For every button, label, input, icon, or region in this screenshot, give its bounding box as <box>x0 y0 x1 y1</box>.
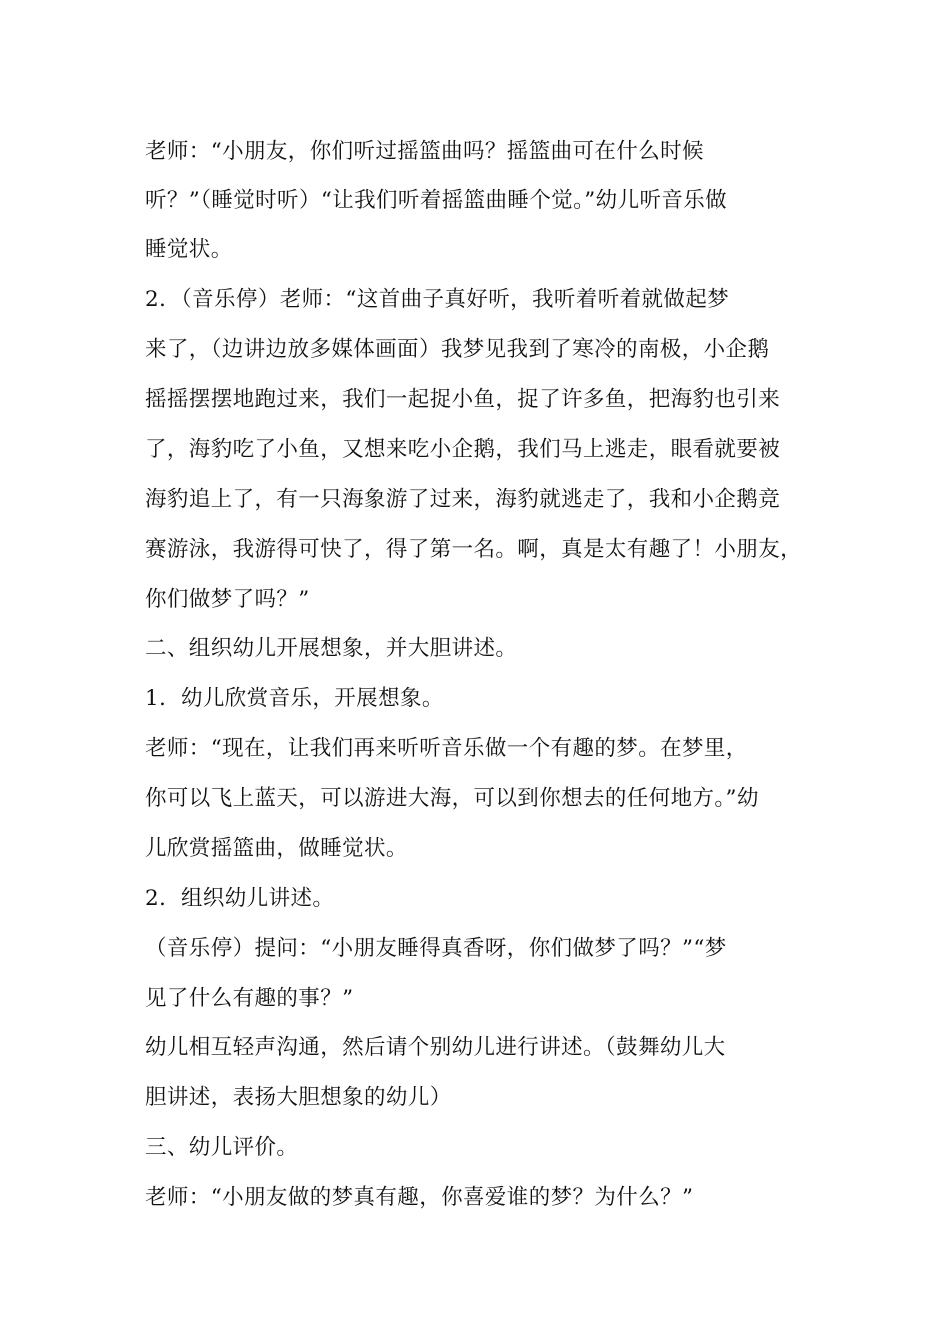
text-line: 你们做梦了吗？” <box>145 587 310 612</box>
text-line: 来了，（边讲边放多媒体画面）我梦见我到了寒冷的南极，小企鹅 <box>145 337 770 362</box>
text-line: 你可以飞上蓝天，可以游进大海，可以到你想去的任何地方。”幼 <box>145 786 759 811</box>
text-line: 2．（音乐停）老师：“这首曲子真好听，我听着听着就做起梦 <box>145 287 730 312</box>
text-line: 儿欣赏摇篮曲，做睡觉状。 <box>145 836 408 861</box>
text-line: 听？”（睡觉时听）“让我们听着摇篮曲睡个觉。”幼儿听音乐做 <box>145 188 728 213</box>
text-line: （音乐停）提问：“小朋友睡得真香呀，你们做梦了吗？”“梦 <box>145 936 727 961</box>
text-line: 老师：“小朋友，你们听过摇篮曲吗？摇篮曲可在什么时候 <box>145 139 704 164</box>
text-line: 睡觉状。 <box>145 237 233 262</box>
text-line: 赛游泳，我游得可快了，得了第一名。啊，真是太有趣了！小朋友， <box>145 537 803 562</box>
text-line: 老师：“现在，让我们再来听听音乐做一个有趣的梦。在梦里， <box>145 736 748 761</box>
text-line: 老师：“小朋友做的梦真有趣，你喜爱谁的梦？为什么？” <box>145 1185 694 1210</box>
text-line: 胆讲述，表扬大胆想象的幼儿） <box>145 1085 452 1110</box>
text-line: 2．组织幼儿讲述。 <box>145 886 335 911</box>
text-line: 摇摇摆摆地跑过来，我们一起捉小鱼，捉了许多鱼，把海豹也引来 <box>145 387 781 412</box>
section-heading: 二、组织幼儿开展想象，并大胆讲述。 <box>145 636 518 661</box>
text-line: 见了什么有趣的事？” <box>145 986 354 1011</box>
section-heading: 三、幼儿评价。 <box>145 1135 299 1160</box>
text-line: 海豹追上了，有一只海象游了过来，海豹就逃走了，我和小企鹅竞 <box>145 487 781 512</box>
text-line: 1．幼儿欣赏音乐，开展想象。 <box>145 686 444 711</box>
text-line: 幼儿相互轻声沟通，然后请个别幼儿进行讲述。（鼓舞幼儿大 <box>145 1035 726 1060</box>
text-line: 了，海豹吃了小鱼，又想来吃小企鹅，我们马上逃走，眼看就要被 <box>145 437 781 462</box>
